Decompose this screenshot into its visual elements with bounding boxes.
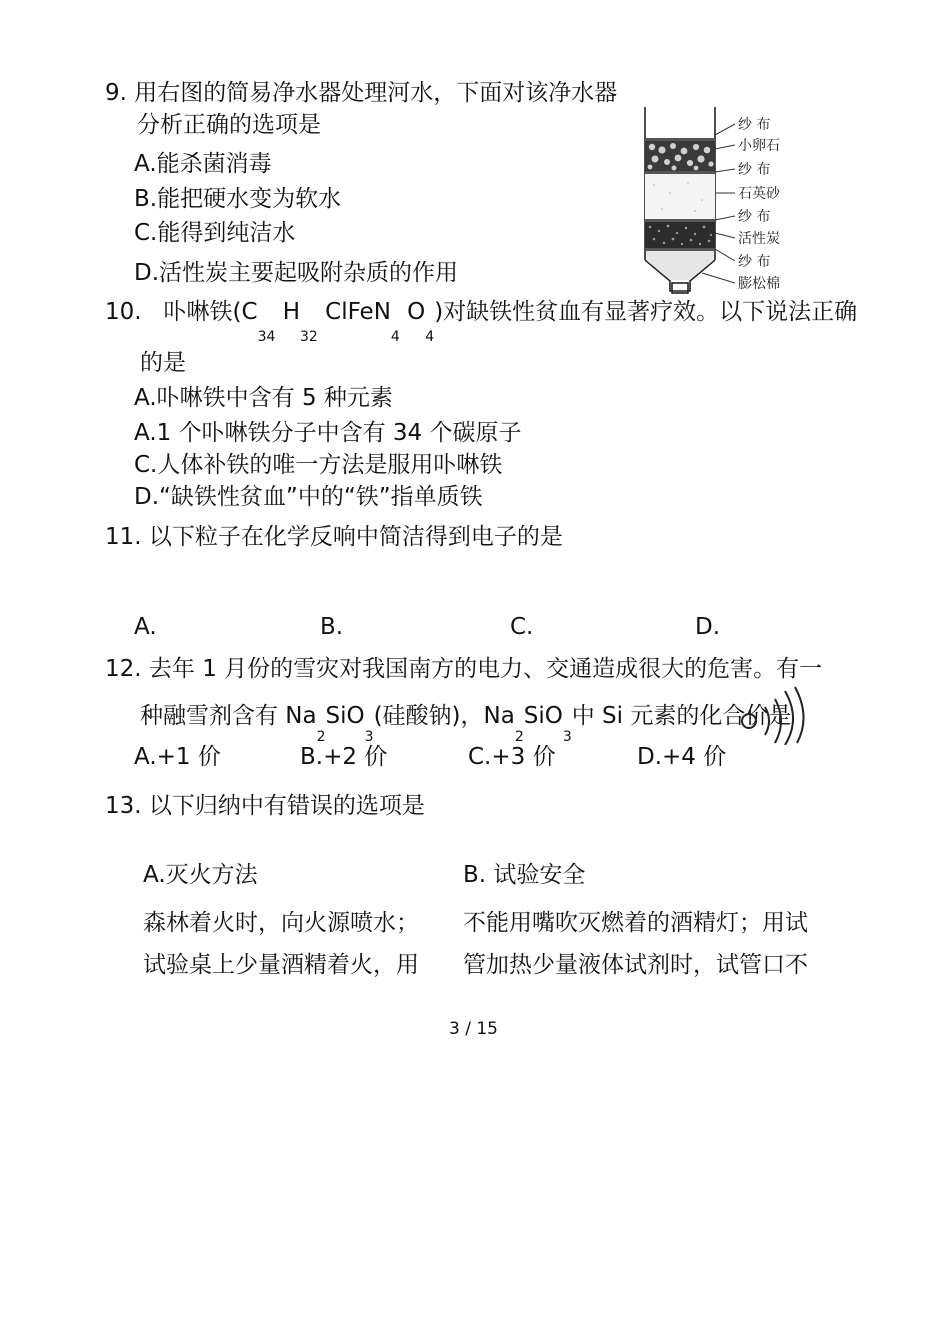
q10-option-b: A.1 个卟啉铁分子中含有 34 个碳原子: [134, 420, 522, 446]
q12-formula-sio-a: SiO: [325, 703, 365, 729]
q10-sub-34: 34: [257, 329, 276, 345]
q10-number: 10.: [105, 299, 142, 325]
gauze-layer-4: [645, 248, 715, 251]
gauze-layer-2: [645, 171, 715, 174]
q12-formula-sio-b: SiO: [523, 703, 563, 729]
q12-option-d: D.+4 价: [637, 744, 727, 770]
q9-option-d: D.活性炭主要起吸附杂质的作用: [134, 260, 459, 286]
q10-stem-line2: 的是: [140, 350, 186, 376]
figure-label-gauze-4: 纱 布: [738, 254, 771, 270]
sound-waves-icon: [735, 685, 810, 745]
q12-text-post: 中 Si 元素的化合价是: [571, 703, 792, 729]
q12-sub-2b: 2: [514, 729, 524, 745]
q11-option-a: A.: [134, 614, 157, 640]
q13-option-a-title: A.灭火方法: [143, 862, 258, 888]
q9-option-b: B.能把硬水变为软水: [134, 186, 342, 212]
pebble-layer: [645, 141, 715, 171]
q10-sub-4a: 4: [390, 329, 400, 345]
q13-option-a-line2: 试验桌上少量酒精着火，用: [143, 952, 419, 978]
q10-sub-4b: 4: [425, 329, 435, 345]
q12-stem-line2: [140, 703, 792, 745]
gauze-layer-3: [645, 219, 715, 222]
q11-option-b: B.: [320, 614, 344, 640]
q12-sub-2a: 2: [316, 729, 326, 745]
q10-formula-mid: ClFeN: [325, 299, 391, 325]
figure-label-gauze-2: 纱 布: [738, 162, 771, 178]
q10-stem-post: )对缺铁性贫血有显著疗效。以下说法正确: [434, 299, 858, 325]
quartz-sand-layer: [645, 174, 715, 219]
figure-label-cotton: 膨松棉: [738, 276, 780, 292]
cotton-layer: [646, 251, 714, 280]
q10-formula-pre: 卟啉铁(C: [163, 299, 258, 325]
figure-label-pebbles: 小卵石: [738, 138, 780, 154]
q12-sub-3a: 3: [364, 729, 374, 745]
q12-option-b: B.+2 价: [300, 744, 388, 770]
q12-text-mid: (硅酸钠)，Na: [373, 703, 515, 729]
gauze-layer-1: [645, 138, 715, 141]
figure-label-gauze-1: 纱 布: [738, 117, 771, 133]
q10-option-d: D.“缺铁性贫血”中的“铁”指单质铁: [134, 484, 483, 510]
q12-option-c: C.+3 价: [468, 744, 556, 770]
q10-sub-32: 32: [300, 329, 318, 345]
q10-stem-line1: [105, 299, 858, 345]
q9-option-a: A.能杀菌消毒: [134, 151, 272, 177]
figure-label-gauze-3: 纱 布: [738, 209, 771, 225]
q11-option-c: C.: [510, 614, 534, 640]
q9-stem-line1: 9. 用右图的简易净水器处理河水，下面对该净水器: [105, 80, 618, 106]
q10-formula-h: H: [282, 299, 300, 325]
q13-option-b-title: B. 试验安全: [463, 862, 586, 888]
q9-stem-line2: 分析正确的选项是: [137, 112, 321, 138]
page-number: 3 / 15: [449, 1019, 498, 1039]
q13-stem: 13. 以下归纳中有错误的选项是: [105, 793, 425, 819]
activated-carbon-layer: [645, 222, 715, 248]
q12-sub-3b: 3: [562, 729, 572, 745]
figure-label-activated-carbon: 活性炭: [738, 231, 780, 247]
q9-option-c: C.能得到纯洁水: [134, 220, 296, 246]
q10-option-c: C.人体补铁的唯一方法是服用卟啉铁: [134, 452, 503, 478]
q11-option-d: D.: [695, 614, 721, 640]
q11-stem: 11. 以下粒子在化学反响中简洁得到电子的是: [105, 524, 563, 550]
q13-option-b-line2: 管加热少量液体试剂时，试管口不: [463, 952, 808, 978]
q12-option-a: A.+1 价: [134, 744, 221, 770]
q12-stem-line1: 12. 去年 1 月份的雪灾对我国南方的电力、交通造成很大的危害。有一: [105, 656, 823, 682]
figure-label-quartz-sand: 石英砂: [738, 186, 780, 202]
q10-formula-o: O: [407, 299, 426, 325]
q12-text-pre: 种融雪剂含有 Na: [140, 703, 317, 729]
water-filter-figure: [640, 105, 820, 310]
q10-option-a: A.卟啉铁中含有 5 种元素: [134, 385, 393, 411]
q13-option-b-line1: 不能用嘴吹灭燃着的酒精灯；用试: [463, 910, 808, 936]
q13-option-a-line1: 森林着火时，向火源喷水；: [143, 910, 419, 936]
